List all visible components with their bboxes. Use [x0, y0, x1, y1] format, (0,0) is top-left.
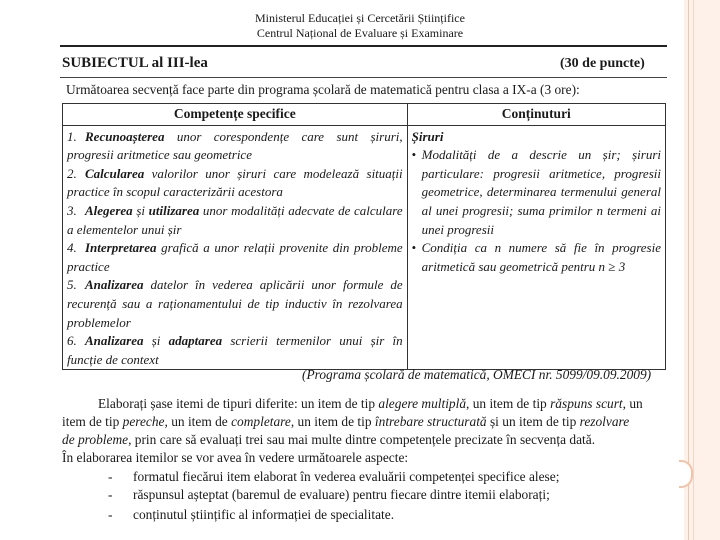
source-citation: (Programa școlară de matematică, OMECI nr. 5099/09.09.2009)	[302, 367, 652, 382]
subject-points: (30 de puncte)	[560, 56, 645, 71]
header-competences: Competențe specifice	[63, 104, 408, 126]
subject-rule	[60, 77, 667, 78]
task-line-1: Elaborați șase itemi de tipuri diferite: un item de tip alegere multiplă, un item de tip răspuns scurt, un	[98, 396, 643, 411]
contents-cell	[407, 125, 665, 370]
contents-title: Șiruri	[411, 128, 444, 144]
task-line-2: item de tip pereche, un item de completare, un item de tip întrebare structurată și un item de tip rezolvare	[62, 414, 630, 429]
competence-item: 6. Analizarea și adaptarea scrierii termenilor unui șir în funcție de context	[67, 333, 403, 367]
intro-text: Următoarea secvență face parte din programa școlară de matematică pentru clasa a IX-a (3 ore):	[66, 82, 580, 97]
competence-item: 5. Analizarea datelor în vederea aplicării unor formule de recurență sau a raționamentului de tip inductiv în rezolvarea problemelor	[67, 277, 403, 330]
content-item: • Modalități de a descrie un șir; șiruri particulare: progresii aritmetice, progresii geometrice, determinarea termenului general al unei progresii; suma primilor n termeni ai unei progresii	[411, 147, 661, 237]
task-line-3: de probleme, prin care să evaluați trei sau mai multe dintre competențele precizate în secvența dată.	[62, 432, 596, 447]
content-item: • Condiția ca n numere să fie în progresie aritmetică sau geometrică pentru n ≥ 3	[411, 240, 661, 274]
competence-item: 4. Interpretarea grafică a unor relații provenite din probleme practice	[67, 240, 403, 274]
competence-item: 3. Alegerea și utilizarea unor modalități adecvate de calculare a elementelor unui șir	[67, 202, 403, 237]
aspects-intro: În elaborarea itemilor se vor avea în vedere următoarele aspecte:	[62, 450, 409, 465]
competences-list	[67, 128, 403, 370]
subject-title: SUBIECTUL al III-lea	[62, 55, 208, 71]
ministry-header: Ministerul Educației și Cercetării Științifice	[255, 11, 465, 25]
header-rule	[60, 45, 667, 47]
document-page: Ministerul Educației și Cercetării Științifice Centrul Național de Evaluare și Examinare SUBIECTUL al III-lea (30 de puncte) Următoarea secvență face parte din programa școlară de matematică pentru clasa a IX-a (3 ore): Competențe specifice Conținuturi 1. Recunoașterea unor corespondențe care sunt șiruri, progresii aritmetice sau geometrice 2. Calcularea valorilor unor șiruri care modelează situații practice în scopul caracterizării acestora 3. Alegerea și utilizarea unor modalități adecvate de calculare a elementelor unui șir 4. Interpretarea grafică a unor relații provenite din probleme practice 5. Analizarea datelor în vederea aplicării unor formule de recurență sau a raționamentului de tip inductiv în rezolvarea problemelor 6. Analizarea și adaptarea scrierii termenilor unui șir în funcție de context Șiruri • Modalități de a descrie un șir; șiruri particulare: progresii aritmetice, progresii geometrice, determinarea termenului general al unei progresii; suma primilor n termeni ai unei progresii • Condiția ca n numere să fie în progresie aritmetică sau geometrică pentru n ≥ 3 (Programa școlară de matematică, OMECI nr. 5099/09.09.2009) Elaborați șase itemi de tipuri diferite: un item de tip alegere multiplă, un item de tip răspuns scurt, un item de tip pereche, un item de completare, un item de tip întrebare structurată și un item de tip rezolvare de probleme, prin care să evaluați trei sau mai multe dintre competențele precizate în secvența dată. În elaborarea itemilor se vor avea în vedere următoarele aspecte: - formatul fiecărui item elaborat în vederea evaluării competenței specifice alese; - răspunsul așteptat (baremul de evaluare) pentru fiecare dintre itemii elaborați; - conținutul științific al informației de specialitate.	[0, 0, 690, 540]
competences-table	[62, 103, 666, 370]
header-contents: Conținuturi	[407, 104, 665, 126]
center-header: Centrul Național de Evaluare și Examinare	[256, 26, 464, 40]
competence-item: 1. Recunoașterea unor corespondențe care sunt șiruri, progresii aritmetice sau geometrice	[67, 128, 403, 163]
competence-item: 2. Calcularea valorilor unor șiruri care modelează situații practice în scopul caracterizării acestora	[67, 165, 403, 200]
competences-cell	[63, 125, 408, 370]
